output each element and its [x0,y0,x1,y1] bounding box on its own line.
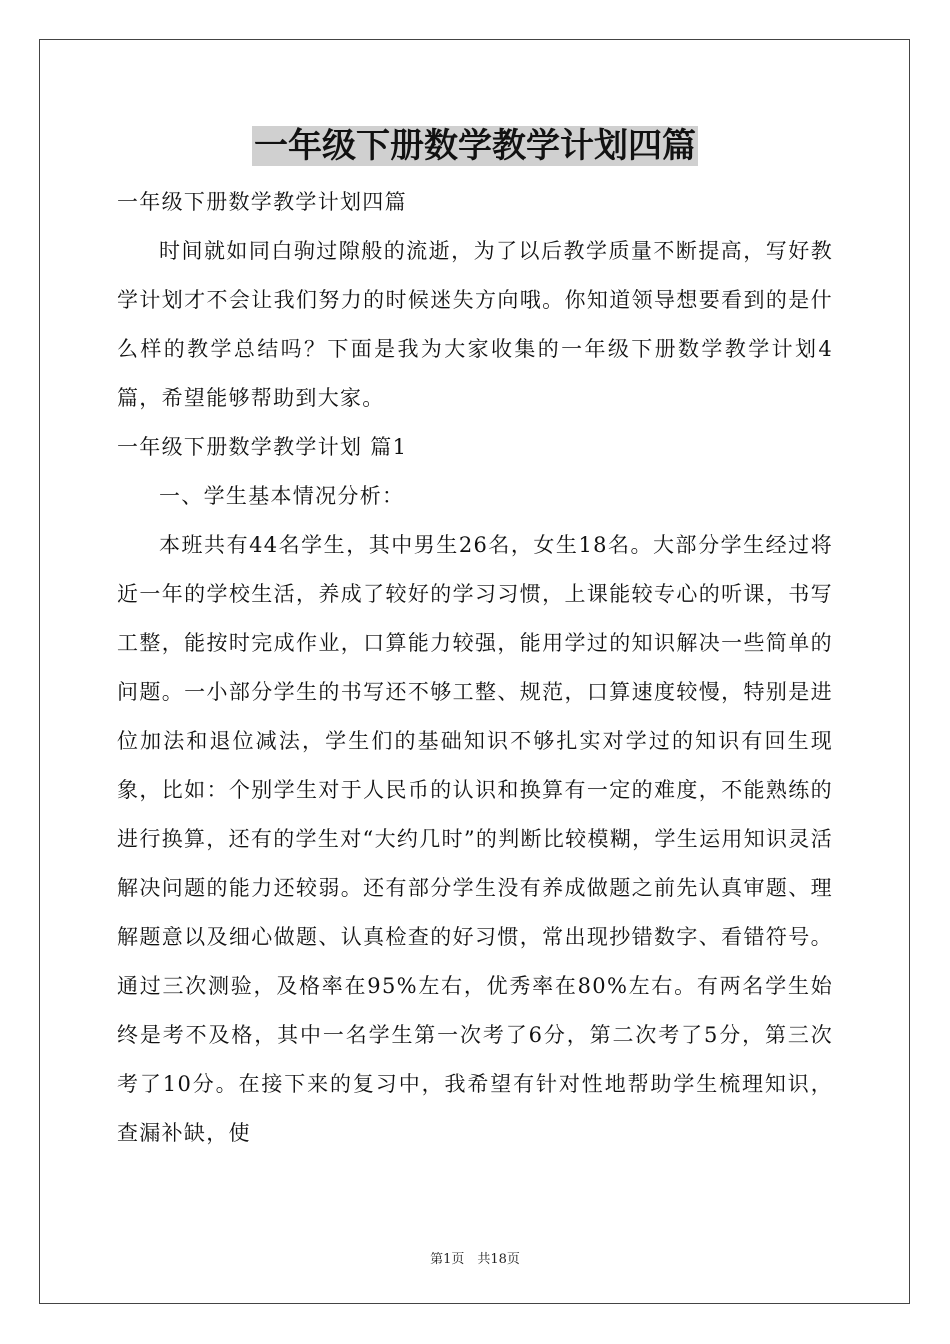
document-title-text: 一年级下册数学教学计划四篇 [254,126,696,166]
document-title [0,124,950,168]
document-body [117,178,833,1158]
paragraph-intro: 时间就如同白驹过隙般的流逝，为了以后教学质量不断提高，写好教学计划才不会让我们努力的时候迷失方向哦。你知道领导想要看到的是什么样的教学总结吗？下面是我为大家收集的一年级下册数学教学计划4篇，希望能够帮助到大家。 [117,239,833,410]
subsection-heading: 一、学生基本情况分析： [159,484,405,508]
paragraph-subtitle: 一年级下册数学教学计划四篇 [117,190,407,214]
page-footer [0,1248,950,1267]
page-number: 第1页 共18页 [430,1252,520,1267]
paragraph-student-analysis: 本班共有44名学生，其中男生26名，女生18名。大部分学生经过将近一年的学校生活，养成了较好的学习习惯，上课能较专心的听课，书写工整，能按时完成作业，口算能力较强，能用学过的知识解决一些简单的问题。一小部分学生的书写还不够工整、规范，口算速度较慢，特别是进位加法和退位减法，学生们的基础知识不够扎实对学过的知识有回生现象，比如：个别学生对于人民币的认识和换算有一定的难度，不能熟练的进行换算，还有的学生对“大约几时”的判断比较模糊，学生运用知识灵活解决问题的能力还较弱。还有部分学生没有养成做题之前先认真审题、理解题意以及细心做题、认真检查的好习惯，常出现抄错数字、看错符号。通过三次测验，及格率在95%左右，优秀率在80%左右。有两名学生始终是考不及格，其中一名学生第一次考了6分，第二次考了5分，第三次考了10分。在接下来的复习中，我希望有针对性地帮助学生梳理知识，查漏补缺，使 [117,533,833,1145]
section-heading: 一年级下册数学教学计划 篇1 [117,435,408,459]
